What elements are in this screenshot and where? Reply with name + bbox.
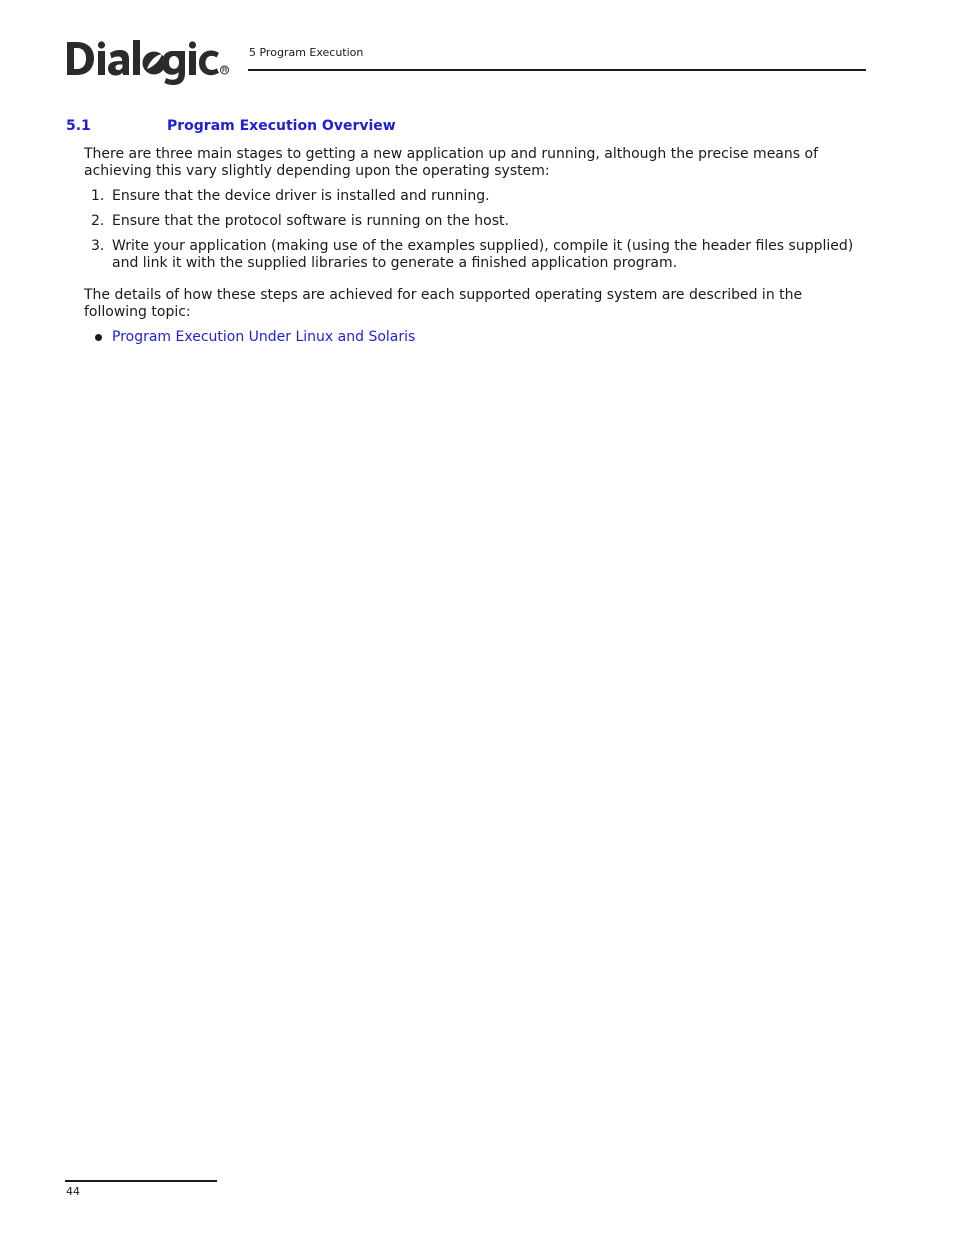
section-number: 5.1 [66, 118, 91, 134]
section-title: Program Execution Overview [167, 118, 396, 134]
page-number: 44 [66, 1185, 80, 1198]
steps-list [84, 188, 864, 280]
dialogic-logo [65, 36, 231, 86]
chapter-title: 5 Program Execution [249, 46, 364, 59]
step-text: Write your application (making use of the examples supplied), compile it (using the header files supplied) and link it with the supplied libraries to generate a finished application program. [112, 238, 854, 271]
bullet-icon [95, 334, 102, 341]
header-divider [248, 69, 866, 71]
step-number: 3. [91, 238, 105, 254]
link-program-execution-linux-solaris[interactable]: Program Execution Under Linux and Solaris [112, 329, 416, 345]
step-number: 2. [91, 213, 105, 229]
topic-links-list [84, 329, 864, 346]
list-item [84, 213, 864, 230]
intro-paragraph: There are three main stages to getting a new application up and running, although the precise means of achieving this vary slightly depending upon the operating system: [84, 146, 819, 179]
list-item [84, 238, 864, 272]
step-text: Ensure that the protocol software is running on the host. [112, 213, 509, 229]
section-heading [66, 118, 396, 134]
list-item [84, 329, 864, 346]
list-item [84, 188, 864, 205]
step-number: 1. [91, 188, 105, 204]
details-paragraph: The details of how these steps are achieved for each supported operating system are described in the following topic: [84, 287, 803, 320]
footer-divider [65, 1180, 217, 1182]
step-text: Ensure that the device driver is installed and running. [112, 188, 490, 204]
